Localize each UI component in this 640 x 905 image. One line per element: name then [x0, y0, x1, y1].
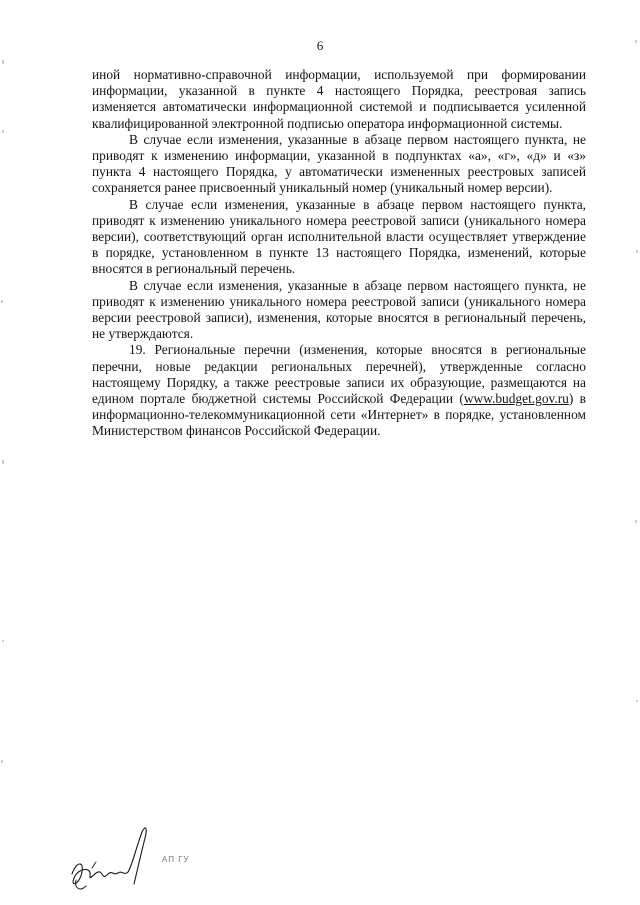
paragraph-unchanged-number: В случае если изменения, указанные в абзаце первом настоящего пункта, не приводят к изменению информации, указанной в подпунктах «а», «г», «д» и «з» пункта 4 настоящего Порядка, у автоматически измененных реестровых записей сохраняется ранее присвоенный уникальный номер (уникальный номер версии).	[92, 131, 586, 196]
budget-portal-link[interactable]: www.budget.gov.ru	[463, 391, 569, 407]
item-19-text-start: 19. Региональные перечни (изменения, которые вносятся в региональные перечни, новые редакции региональных перечней), утвержденные согласно настоящему Порядку, а также реестровые записи их образующие, размещаются на едином портале бюджетной системы Российской Федерации (	[92, 342, 586, 407]
paragraph-no-approval: В случае если изменения, указанные в абзаце первом настоящего пункта, не приводят к изменению уникального номера реестровой записи (уникального номера версии реестровой записи), изменения, которые вносятся в региональный перечень, не утверждаются.	[92, 277, 586, 342]
paragraph-continuation: иной нормативно-справочной информации, используемой при формировании информации, указанной в пункте 4 настоящего Порядка, реестровая запись изменяется автоматически информационной системой и подписывается усиленной квалифицированной электронной подписью оператора информационной системы.	[92, 67, 586, 131]
item-19-text-end: ) в информационно-телекоммуникационной сети «Интернет» в порядке, установленном Министерством финансов Российской Федерации.	[92, 391, 586, 439]
signature-image	[62, 818, 162, 898]
page-number: 6	[316, 38, 324, 53]
document-body	[92, 67, 586, 440]
footer-initials: АП ГУ	[162, 855, 190, 864]
paragraph-approval-required: В случае если изменения, указанные в абзаце первом настоящего пункта, приводят к изменению уникального номера реестровой записи (уникального номера версии), соответствующий орган исполнительной власти осуществляет утверждение в порядке, установленном в пункте 13 настоящего Порядка, изменений, которые вносятся в региональный перечень.	[92, 196, 586, 277]
paragraph-item-19	[92, 342, 586, 439]
